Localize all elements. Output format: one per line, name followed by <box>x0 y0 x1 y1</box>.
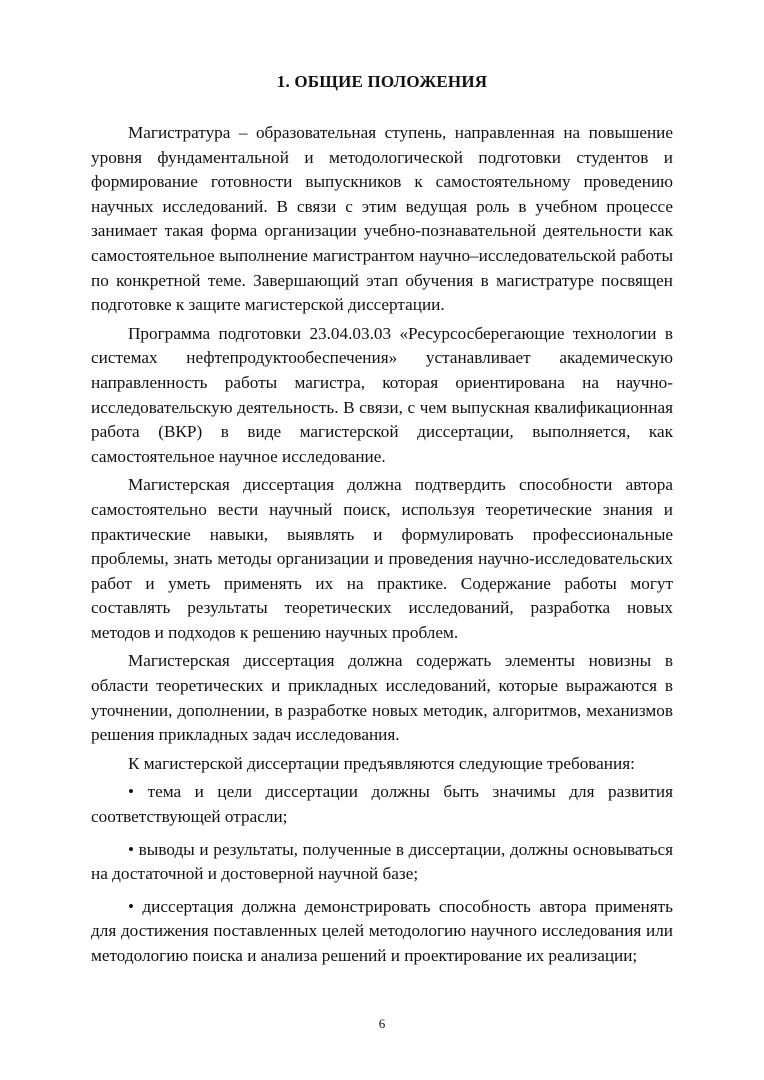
body-text <box>91 121 673 969</box>
paragraph-abilities: Магистерская диссертация должна подтвердить способности автора самостоятельно вести научный поиск, используя теоретические знания и практические навыки, выявлять и формулировать профессиональные проблемы, знать методы организации и проведения научно-исследовательских работ и уметь применять их на практике. Содержание работы могут составлять результаты теоретических исследований, разработка новых методов и подходов к решению научных проблем. <box>91 475 673 642</box>
page-number: 6 <box>378 1016 386 1031</box>
bullet-item: • выводы и результаты, полученные в диссертации, должны основываться на достаточной и достоверной научной базе; <box>91 839 673 884</box>
bullet-item: • тема и цели диссертации должны быть значимы для развития соответствующей отрасли; <box>91 782 673 827</box>
paragraph-requirements-intro: К магистерской диссертации предъявляются следующие требования: <box>128 753 635 773</box>
bullet-item: • диссертация должна демонстрировать способность автора применять для достижения поставленных целей методологию научного исследования или методологию поиска и анализа решений и проектирование их реализации; <box>91 896 673 965</box>
section-heading: 1. ОБЩИЕ ПОЛОЖЕНИЯ <box>276 72 488 91</box>
paragraph-intro: Магистратура – образовательная ступень, направленная на повышение уровня фундаментальной и методологической подготовки студентов и формирование готовности выпускников к самостоятельному проведению научных исследований. В связи с этим ведущая роль в учебном процессе занимает такая форма организации учебно-познавательной деятельности как самостоятельное выполнение магистрантом научно–исследовательской работы по конкретной теме. Завершающий этап обучения в магистратуре посвящен подготовке к защите магистерской диссертации. <box>91 123 673 315</box>
paragraph-program: Программа подготовки 23.04.03.03 «Ресурсосберегающие технологии в системах нефтепродуктообеспечения» устанавливает академическую направленность работы магистра, которая ориентирована на научно-исследовательскую деятельность. В связи, с чем выпускная квалификационная работа (ВКР) в виде магистерской диссертации, выполняется, как самостоятельное научное исследование. <box>91 323 673 466</box>
paragraph-novelty: Магистерская диссертация должна содержать элементы новизны в области теоретических и прикладных исследований, которые выражаются в уточнении, дополнении, в разработке новых методик, алгоритмов, механизмов решения прикладных задач исследования. <box>91 651 673 745</box>
